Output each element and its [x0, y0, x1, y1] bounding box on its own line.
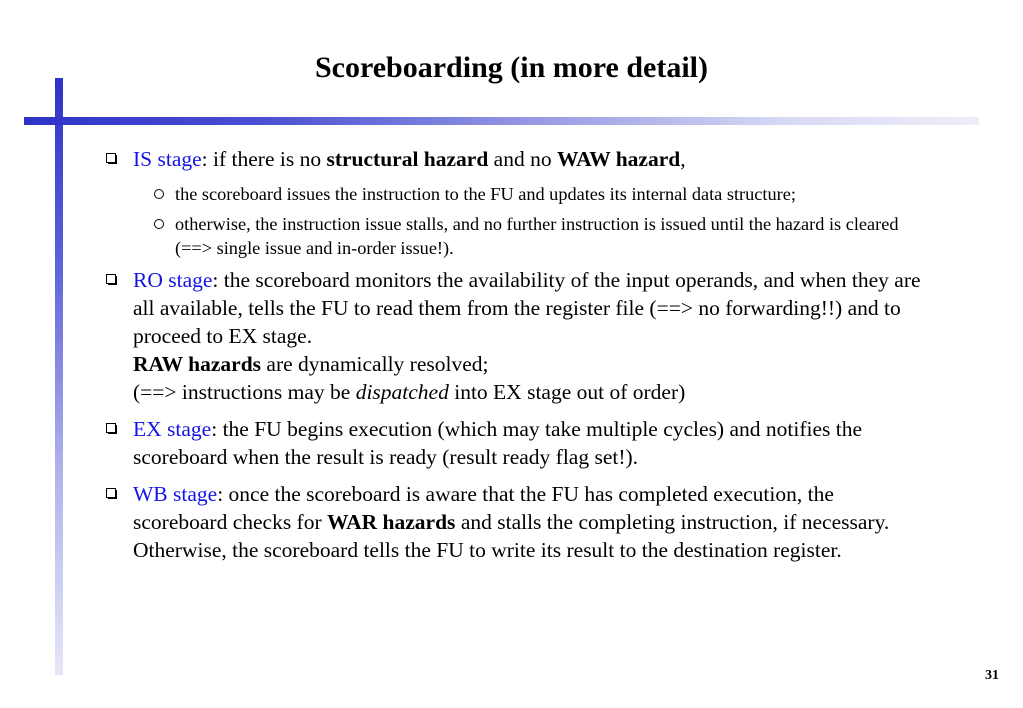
waw-hazard-term: WAW hazard	[556, 147, 681, 171]
vertical-accent-bar	[55, 78, 63, 675]
dispatched-term: dispatched	[355, 380, 449, 404]
is-stage-text-2: and no	[488, 147, 557, 171]
bullet-is-stage	[102, 145, 922, 173]
war-hazards-term: WAR hazards	[327, 510, 456, 534]
bullet-ex-stage	[102, 415, 922, 471]
circle-bullet-icon	[154, 189, 164, 199]
checkbox-bullet-icon	[106, 488, 116, 498]
sub-bullet-stall	[102, 212, 922, 260]
bullet-ro-stage	[102, 266, 922, 406]
bullet-wb-stage	[102, 480, 922, 564]
horizontal-accent-bar	[24, 117, 979, 125]
structural-hazard-term: structural hazard	[326, 147, 489, 171]
ro-stage-text-3: (==> instructions may be	[133, 380, 356, 404]
slide-title: Scoreboarding (in more detail)	[314, 51, 709, 84]
ex-stage-text-1: : the FU begins execution (which may take multiple cycles) and notifies the scoreboard when the result is ready (result ready flag set!).	[133, 417, 863, 469]
wb-stage-label: WB stage	[133, 482, 218, 506]
is-stage-label: IS stage	[133, 147, 202, 171]
wb-stage-text-1: : once the scoreboard is aware that the FU has completed execution, the scoreboard checks for	[133, 482, 834, 534]
ro-stage-text-1: : the scoreboard monitors the availability of the input operands, and when they are all available, tells the FU to read them from the register file (==> no forwarding!!) and to proceed to EX stage.	[133, 268, 921, 348]
ro-stage-text-2: are dynamically resolved;	[261, 352, 489, 376]
is-stage-text-3: ,	[680, 147, 686, 171]
wb-stage-text-2: and stalls the completing instruction, if necessary.	[455, 510, 890, 534]
circle-bullet-icon	[154, 219, 164, 229]
checkbox-bullet-icon	[106, 274, 116, 284]
wb-stage-text-3: Otherwise, the scoreboard tells the FU to write its result to the destination register.	[133, 538, 842, 562]
raw-hazards-term: RAW hazards	[133, 352, 262, 376]
checkbox-bullet-icon	[106, 423, 116, 433]
slide-body	[102, 145, 922, 573]
is-stage-text-1: : if there is no	[201, 147, 327, 171]
ro-stage-text-4: into EX stage out of order)	[448, 380, 686, 404]
sub-bullet-issue	[102, 182, 922, 206]
page-number: 31	[985, 668, 999, 683]
sub-bullet-issue-text: the scoreboard issues the instruction to the FU and updates its internal data structure;	[175, 184, 796, 204]
ro-stage-label: RO stage	[133, 268, 213, 292]
sub-bullet-stall-text: otherwise, the instruction issue stalls, and no further instruction is issued until the hazard is cleared (==> single issue and in-order issue!).	[175, 214, 899, 258]
checkbox-bullet-icon	[106, 153, 116, 163]
ex-stage-label: EX stage	[133, 417, 212, 441]
